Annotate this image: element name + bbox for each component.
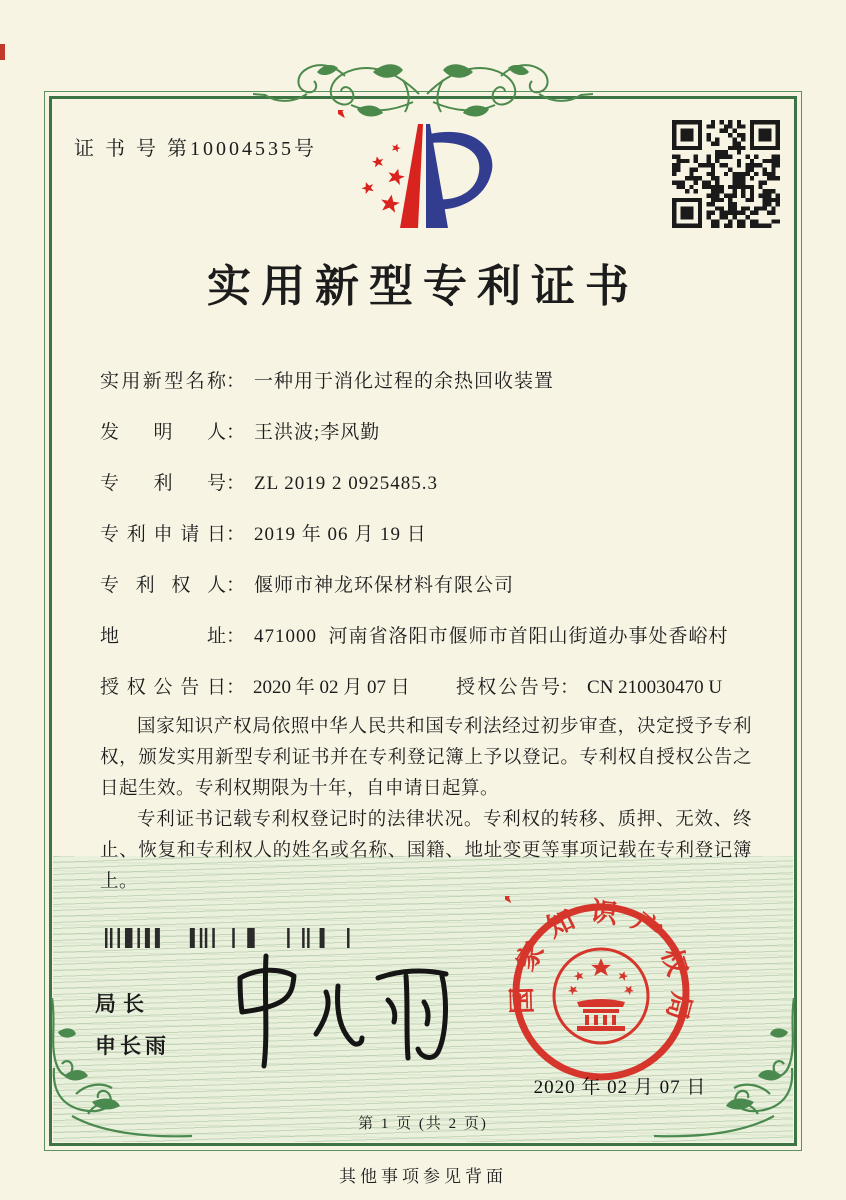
colon: ： [226, 473, 247, 494]
field-label: 专利号 [100, 473, 226, 494]
field-value: 一种用于消化过程的余热回收装置 [254, 371, 555, 392]
scan-artifact-mark [0, 44, 5, 60]
field-label: 专利申请日 [100, 524, 226, 545]
field-value: 王洪波;李风勤 [254, 422, 381, 443]
field-value: 471000 河南省洛阳市偃师市首阳山街道办事处香峪村 [254, 626, 729, 647]
seal-date: 2020 年 02 月 07 日 [533, 1077, 707, 1098]
page-number: 第 1 页 (共 2 页) [358, 1116, 488, 1132]
grant-number-value: CN 210030470 U [587, 677, 723, 698]
cnipa-patent-logo-icon [338, 110, 510, 238]
seal-text: 国家知识产权局 [506, 896, 697, 1036]
colon: ： [226, 575, 247, 596]
legal-paragraph-1: 国家知识产权局依照中华人民共和国专利法经过初步审查，决定授予专利权，颁发实用新型专利证书并在专利登记簿上予以登记。专利权自授权公告之日起生效。专利权期限为十年，自申请日起算。 [100, 717, 752, 799]
director-name: 申长雨 [95, 1034, 170, 1058]
field-value: 偃师市神龙环保材料有限公司 [254, 575, 515, 596]
field-address [100, 621, 766, 672]
field-list [100, 366, 766, 723]
colon: ： [226, 626, 247, 647]
legal-paragraph-2: 专利证书记载专利权登记时的法律状况。专利权的转移、质押、无效、终止、恢复和专利权人的姓名或名称、国籍、地址变更等事项记载在专利登记簿上。 [100, 810, 752, 892]
back-side-note: 其他事项参见背面 [339, 1167, 507, 1186]
field-value: ZL 2019 2 0925485.3 [254, 473, 439, 494]
colon: ： [226, 677, 246, 698]
director-signature-icon [228, 942, 464, 1072]
certificate-title: 实用新型专利证书 [207, 262, 639, 311]
field-label: 专利权人 [100, 575, 226, 596]
colon: ： [226, 422, 247, 443]
legal-text [100, 712, 752, 898]
grant-date-group [100, 677, 410, 698]
field-label: 发明人 [100, 422, 226, 443]
field-label: 地址 [100, 626, 226, 647]
certificate-number: 证 书 号 第10004535号 [74, 138, 317, 160]
field-filing-date [100, 519, 766, 570]
colon: ： [226, 524, 247, 545]
field-patent-number [100, 468, 766, 519]
director-title: 局长 [95, 992, 151, 1016]
grant-number-group [456, 672, 722, 699]
field-patentee [100, 570, 766, 621]
grant-date-value: 2020 年 02 月 07 日 [253, 677, 410, 698]
colon: ： [560, 677, 580, 698]
qr-code-icon [672, 120, 780, 228]
field-value: 2019 年 06 月 19 日 [254, 524, 427, 545]
field-label: 实用新型名称 [100, 371, 226, 392]
field-inventors [100, 417, 766, 468]
national-ipa-seal-icon [505, 896, 697, 1088]
field-utility-model-name [100, 366, 766, 417]
field-label: 授权公告号 [456, 677, 560, 698]
field-label: 授权公告日 [100, 677, 226, 698]
colon: ： [226, 371, 247, 392]
